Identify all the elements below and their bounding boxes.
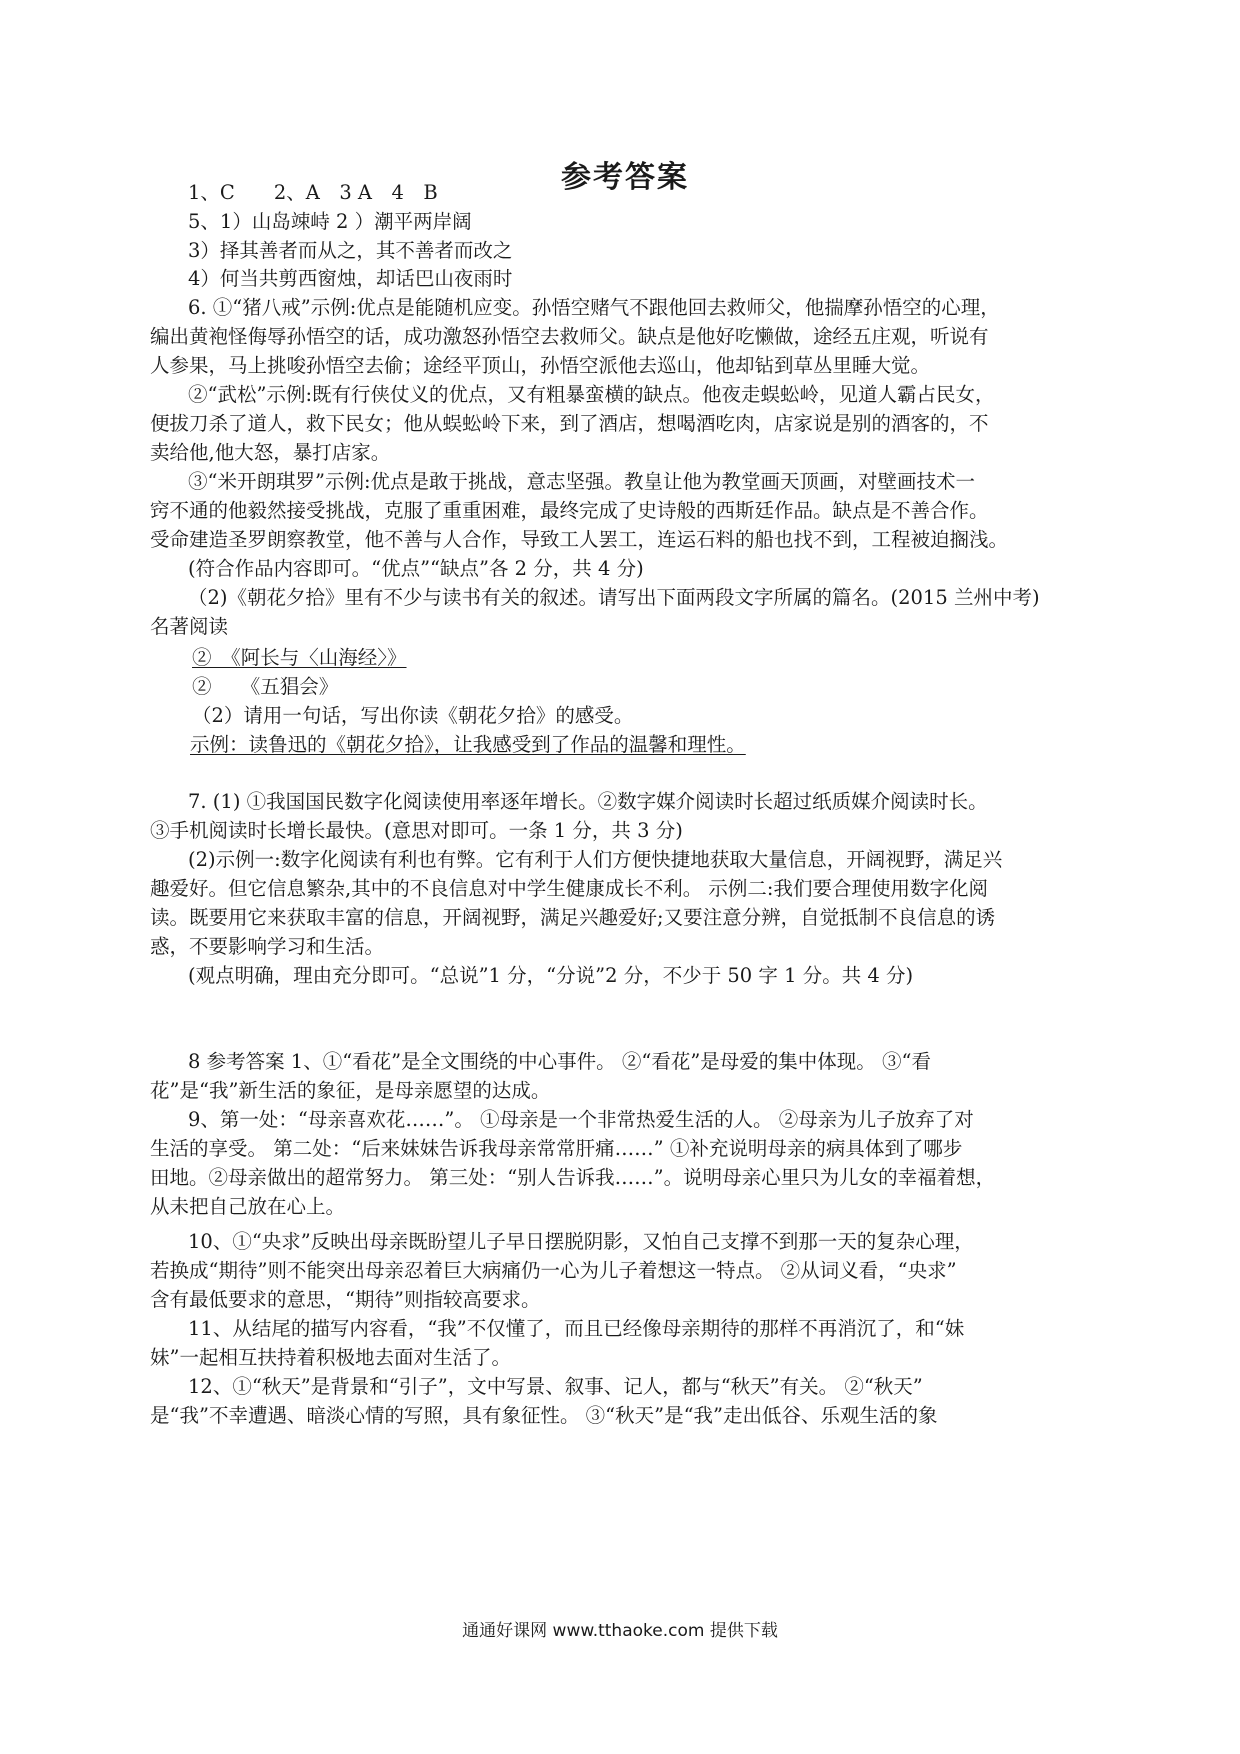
answer-line-2: 5、1）山岛竦峙 2 ）潮平两岸阔: [188, 210, 472, 233]
answer-line-24: 趣爱好。但它信息繁杂,其中的不良信息对中学生健康成长不利。 示例二:我们要合理使用数字化阅: [150, 877, 988, 900]
answer-line-30: 9、第一处：“母亲喜欢花……”。 ①母亲是一个非常热爱生活的人。 ②母亲为儿子放弃了对: [188, 1108, 974, 1131]
answer-line-15: （2)《朝花夕拾》里有不少与读书有关的叙述。请写出下面两段文字所属的篇名。(2015 兰州中考): [188, 586, 1040, 609]
underlined-example-answer: 示例：读鲁迅的《朝花夕拾》，让我感受到了作品的温馨和理性。: [190, 733, 746, 756]
underlined-answer-title-1: ② 《阿长与〈山海经〉》: [192, 646, 407, 669]
answer-line-31: 生活的享受。 第二处：“后来妹妹告诉我母亲常常肝痛……” ①补充说明母亲的病具体到了哪步: [150, 1137, 963, 1160]
answer-line-40: 是“我”不幸遭遇、暗淡心情的写照，具有象征性。 ③“秋天”是“我”走出低谷、乐观生活的象: [150, 1404, 938, 1427]
answer-line-7: 人参果，马上挑唆孙悟空去偷；途经平顶山，孙悟空派他去巡山，他却钻到草丛里睡大觉。: [150, 354, 931, 377]
answer-line-11: ③“米开朗琪罗”示例:优点是敢于挑战，意志坚强。教皇让他为教堂画天顶画，对壁画技术一: [188, 470, 976, 493]
answer-line-26: 惑，不要影响学习和生活。: [150, 935, 385, 958]
answer-line-5: 6. ①“猪八戒”示例:优点是能随机应变。孙悟空赌气不跟他回去救师父，他揣摩孙悟空的心理，: [188, 296, 1000, 319]
answer-line-10: 卖给他,他大怒，暴打店家。: [150, 441, 391, 464]
answer-line-39: 12、①“秋天”是背景和“引子”，文中写景、叙事、记人，都与“秋天”有关。 ②“秋天”: [188, 1375, 923, 1398]
answer-line-12: 窍不通的他毅然接受挑战，克服了重重困难，最终完成了史诗般的西斯廷作品。缺点是不善合作。: [150, 499, 989, 522]
answer-line-38: 妹”一起相互扶持着积极地去面对生活了。: [150, 1346, 511, 1369]
answer-line-23: (2)示例一:数字化阅读有利也有弊。它有利于人们方便快捷地获取大量信息，开阔视野，满足兴: [188, 848, 1003, 871]
answer-line-29: 花”是“我”新生活的象征，是母亲愿望的达成。: [150, 1079, 551, 1102]
answer-line-16: 名著阅读: [150, 615, 229, 638]
answer-line-4: 4）何当共剪西窗烛，却话巴山夜雨时: [188, 267, 513, 290]
answer-line-34: 10、①“央求”反映出母亲既盼望儿子早日摆脱阴影，又怕自己支撑不到那一天的复杂心理，: [188, 1230, 974, 1253]
answer-line-18: ② 《五猖会》: [192, 675, 339, 698]
answer-line-6: 编出黄袍怪侮辱孙悟空的话，成功激怒孙悟空去救师父。缺点是他好吃懒做，途经五庄观，听说有: [150, 325, 989, 348]
answer-line-19: （2）请用一句话，写出你读《朝花夕拾》的感受。: [192, 704, 634, 727]
answer-line-37: 11、从结尾的描写内容看，“我”不仅懂了，而且已经像母亲期待的那样不再消沉了，和“妹: [188, 1317, 965, 1340]
page-title: 参考答案: [561, 160, 689, 195]
answer-line-21: 7. (1) ①我国国民数字化阅读使用率逐年增长。②数字媒介阅读时长超过纸质媒介阅读时长。: [188, 790, 988, 813]
answer-line-1: 1、C 2、A 3 A 4 B: [188, 181, 438, 204]
answer-line-13: 受命建造圣罗朗察教堂，他不善与人合作，导致工人罢工，连运石料的船也找不到，工程被迫搁浅。: [150, 528, 1009, 551]
answer-line-9: 便拔刀杀了道人，救下民女；他从蜈蚣岭下来，到了酒店，想喝酒吃肉，店家说是别的酒客的，不: [150, 412, 989, 435]
answer-line-20: [150, 728, 1140, 761]
footer-source-text: 通通好课网 www.tthaoke.com 提供下载: [462, 1621, 778, 1641]
answer-line-22: ③手机阅读时长增长最快。(意思对即可。一条 1 分，共 3 分): [150, 819, 683, 842]
answer-line-14: (符合作品内容即可。“优点”“缺点”各 2 分，共 4 分): [188, 557, 644, 580]
answer-line-35: 若换成“期待”则不能突出母亲忍着巨大病痛仍一心为儿子着想这一特点。 ②从词义看，“央求”: [150, 1259, 957, 1282]
answer-line-36: 含有最低要求的意思，“期待”则指较高要求。: [150, 1288, 541, 1311]
answer-line-33: 从未把自己放在心上。: [150, 1195, 346, 1218]
answer-line-3: 3）择其善者而从之，其不善者而改之: [188, 239, 513, 262]
answer-line-25: 读。既要用它来获取丰富的信息，开阔视野，满足兴趣爱好;又要注意分辨，自觉抵制不良信息的诱: [150, 906, 996, 929]
answer-line-27: (观点明确，理由充分即可。“总说”1 分，“分说”2 分，不少于 50 字 1 分。共 4 分): [188, 964, 914, 987]
answer-line-28: 8 参考答案 1、①“看花”是全文围绕的中心事件。 ②“看花”是母爱的集中体现。 ③“看: [188, 1050, 931, 1073]
answer-line-32: 田地。②母亲做出的超常努力。 第三处：“别人告诉我……”。说明母亲心里只为儿女的幸福着想，: [150, 1166, 996, 1189]
answer-line-8: ②“武松”示例:既有行侠仗义的优点，又有粗暴蛮横的缺点。他夜走蜈蚣岭，见道人霸占民女，: [188, 383, 995, 406]
